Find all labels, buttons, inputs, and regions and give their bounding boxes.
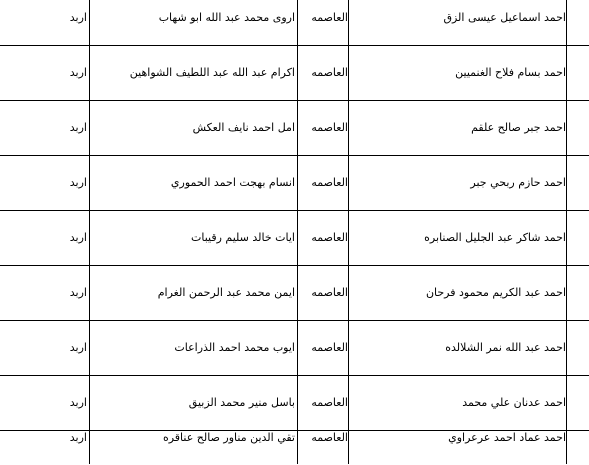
table-row — [0, 210, 589, 265]
cell-name-second[interactable]: تقي الدين مناور صالح عناقره — [162, 431, 295, 444]
cell-city[interactable]: اربد — [69, 176, 87, 189]
cell-name-second[interactable]: ايمن محمد عبد الرحمن الغرام — [157, 286, 295, 299]
cell-name[interactable]: احمد عبد الله نمر الشلالده — [445, 341, 566, 354]
cell-name[interactable]: احمد اسماعيل عيسى الزق — [443, 11, 566, 24]
cell-name-second[interactable]: اكرام عبد الله عبد اللطيف الشواهين — [129, 66, 295, 79]
cell-region[interactable]: العاصمه — [311, 121, 348, 134]
cell-region[interactable]: العاصمه — [311, 341, 348, 354]
cell-name[interactable]: احمد شاكر عبد الجليل الصنابره — [424, 231, 566, 244]
cell-region[interactable]: العاصمه — [311, 431, 348, 444]
cell-city[interactable]: اربد — [69, 11, 87, 24]
cell-city[interactable]: اربد — [69, 286, 87, 299]
cell-name-second[interactable]: امل احمد نايف العكش — [192, 121, 295, 134]
cell-name[interactable]: احمد بسام فلاح الغنميين — [455, 66, 566, 79]
cell-name-second[interactable]: ايات خالد سليم رقيبات — [190, 231, 295, 244]
cell-name[interactable]: احمد حازم ربحي جبر — [470, 176, 566, 189]
cell-region[interactable]: العاصمه — [311, 11, 348, 24]
table-row — [0, 320, 589, 375]
table-row — [0, 0, 589, 45]
cell-region[interactable]: العاصمه — [311, 66, 348, 79]
cell-city[interactable]: اربد — [69, 396, 87, 409]
cell-name[interactable]: احمد عماد احمد عرعراوي — [448, 431, 566, 444]
cell-name[interactable]: احمد عبد الكريم محمود فرحان — [425, 286, 566, 299]
cell-region[interactable]: العاصمه — [311, 286, 348, 299]
cell-city[interactable]: اربد — [69, 66, 87, 79]
table-row — [0, 410, 589, 465]
cell-name-second[interactable]: اروى محمد عبد الله ابو شهاب — [158, 11, 295, 24]
table-row — [0, 45, 589, 100]
cell-name-second[interactable]: ايوب محمد احمد الذراعات — [174, 341, 295, 354]
cell-region[interactable]: العاصمه — [311, 231, 348, 244]
cell-city[interactable]: اربد — [69, 431, 87, 444]
cell-name[interactable]: احمد جبر صالح علقم — [471, 121, 566, 134]
cell-city[interactable]: اربد — [69, 121, 87, 134]
cell-city[interactable]: اربد — [69, 231, 87, 244]
cell-region[interactable]: العاصمه — [311, 176, 348, 189]
cell-region[interactable]: العاصمه — [311, 396, 348, 409]
cell-name-second[interactable]: باسل منير محمد الزبيق — [188, 396, 295, 409]
cell-city[interactable]: اربد — [69, 341, 87, 354]
cell-name[interactable]: احمد عدنان علي محمد — [462, 396, 566, 409]
table-row — [0, 100, 589, 155]
table-row — [0, 155, 589, 210]
table-row — [0, 265, 589, 320]
cell-name-second[interactable]: انسام بهجت احمد الحموري — [170, 176, 295, 189]
